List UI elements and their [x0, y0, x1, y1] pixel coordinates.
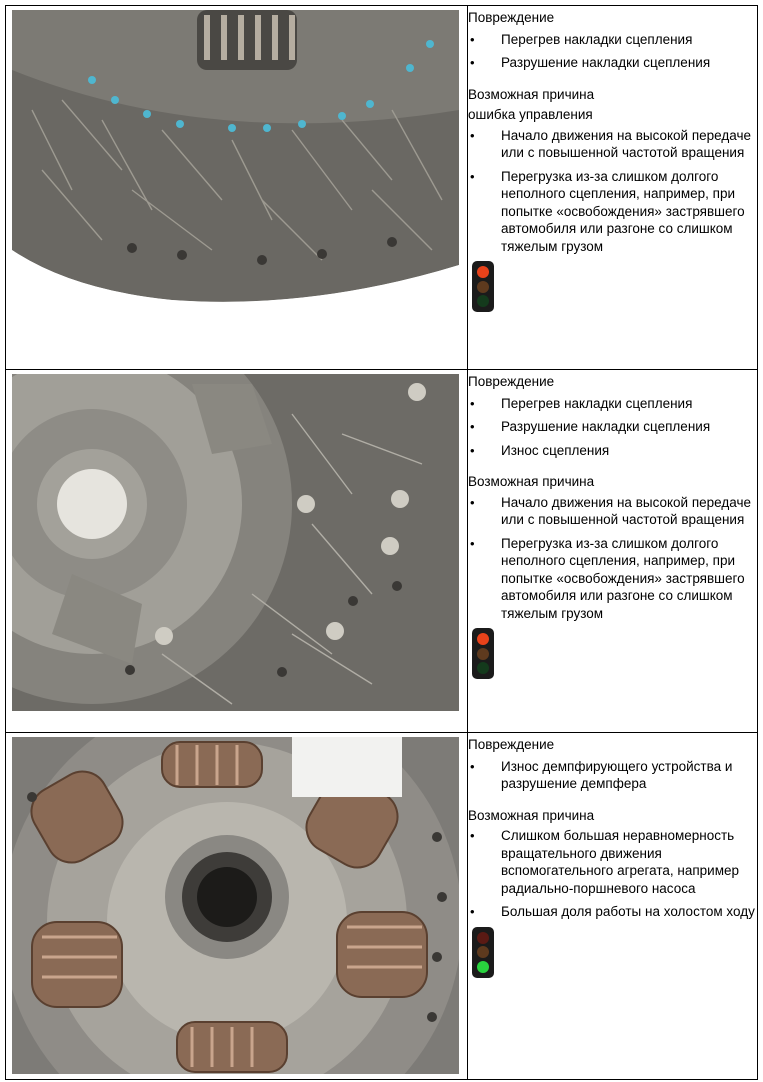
list-item: • Износ сцепления — [468, 442, 757, 460]
traffic-light-icon — [472, 261, 494, 312]
list-item: • Начало движения на высокой передаче или с повышенной частотой вращения — [468, 127, 757, 162]
damage-table — [5, 5, 758, 1080]
yellow-lamp — [477, 946, 489, 958]
cause-title: Возможная причина — [468, 474, 595, 489]
list-item: • Перегрев накладки сцепления — [468, 395, 757, 413]
damage-title: Повреждение — [468, 374, 555, 389]
traffic-light-icon — [472, 927, 494, 978]
photo-cell — [6, 733, 468, 1080]
list-item: • Большая доля работы на холостом ходу — [468, 903, 757, 921]
clutch-disc-worn-lining-photo — [12, 374, 459, 716]
green-lamp — [477, 961, 489, 973]
red-lamp — [477, 633, 489, 645]
cause-list — [468, 494, 757, 623]
yellow-lamp — [477, 281, 489, 293]
list-item: • Перегрев накладки сцепления — [468, 31, 757, 49]
photo-cell — [6, 370, 468, 733]
damage-list — [468, 395, 757, 460]
cause-title: Возможная причина — [468, 86, 595, 102]
list-item: • Износ демпфирующего устройства и разрушение демпфера — [468, 758, 757, 793]
green-lamp — [477, 295, 489, 307]
table-row — [6, 6, 758, 370]
table-row — [6, 733, 758, 1080]
photo-cell — [6, 6, 468, 370]
red-lamp — [477, 932, 489, 944]
yellow-lamp — [477, 648, 489, 660]
list-item: • Слишком большая неравномерность вращательного движения вспомогательного агрегата, например радиально-поршневого насоса — [468, 827, 757, 897]
traffic-light-icon — [472, 628, 494, 679]
clutch-damper-springs-photo — [12, 737, 459, 1079]
damage-title: Повреждение — [468, 10, 555, 25]
list-item: • Перегрузка из-за слишком долгого неполного сцепления, например, при попытке «освобождения» застрявшего автомобиля или разгоне со слишком тяжелым грузом — [468, 168, 757, 256]
clutch-disc-overheated-lining-photo — [12, 10, 459, 353]
description-cell — [468, 6, 758, 370]
list-item: • Разрушение накладки сцепления — [468, 418, 757, 436]
damage-list — [468, 758, 757, 793]
description-cell — [468, 733, 758, 1080]
table-row — [6, 370, 758, 733]
cause-subtitle: ошибка управления — [468, 107, 593, 122]
list-item: • Начало движения на высокой передаче или с повышенной частотой вращения — [468, 494, 757, 529]
list-item: • Перегрузка из-за слишком долгого неполного сцепления, например, при попытке «освобождения» застрявшего автомобиля или разгоне со слишком тяжелым грузом — [468, 535, 757, 623]
cause-list — [468, 127, 757, 256]
damage-list — [468, 31, 757, 72]
red-lamp — [477, 266, 489, 278]
list-item: • Разрушение накладки сцепления — [468, 54, 757, 72]
damage-title: Повреждение — [468, 737, 555, 752]
green-lamp — [477, 662, 489, 674]
cause-title: Возможная причина — [468, 807, 595, 823]
description-cell — [468, 370, 758, 733]
cause-list — [468, 827, 757, 921]
